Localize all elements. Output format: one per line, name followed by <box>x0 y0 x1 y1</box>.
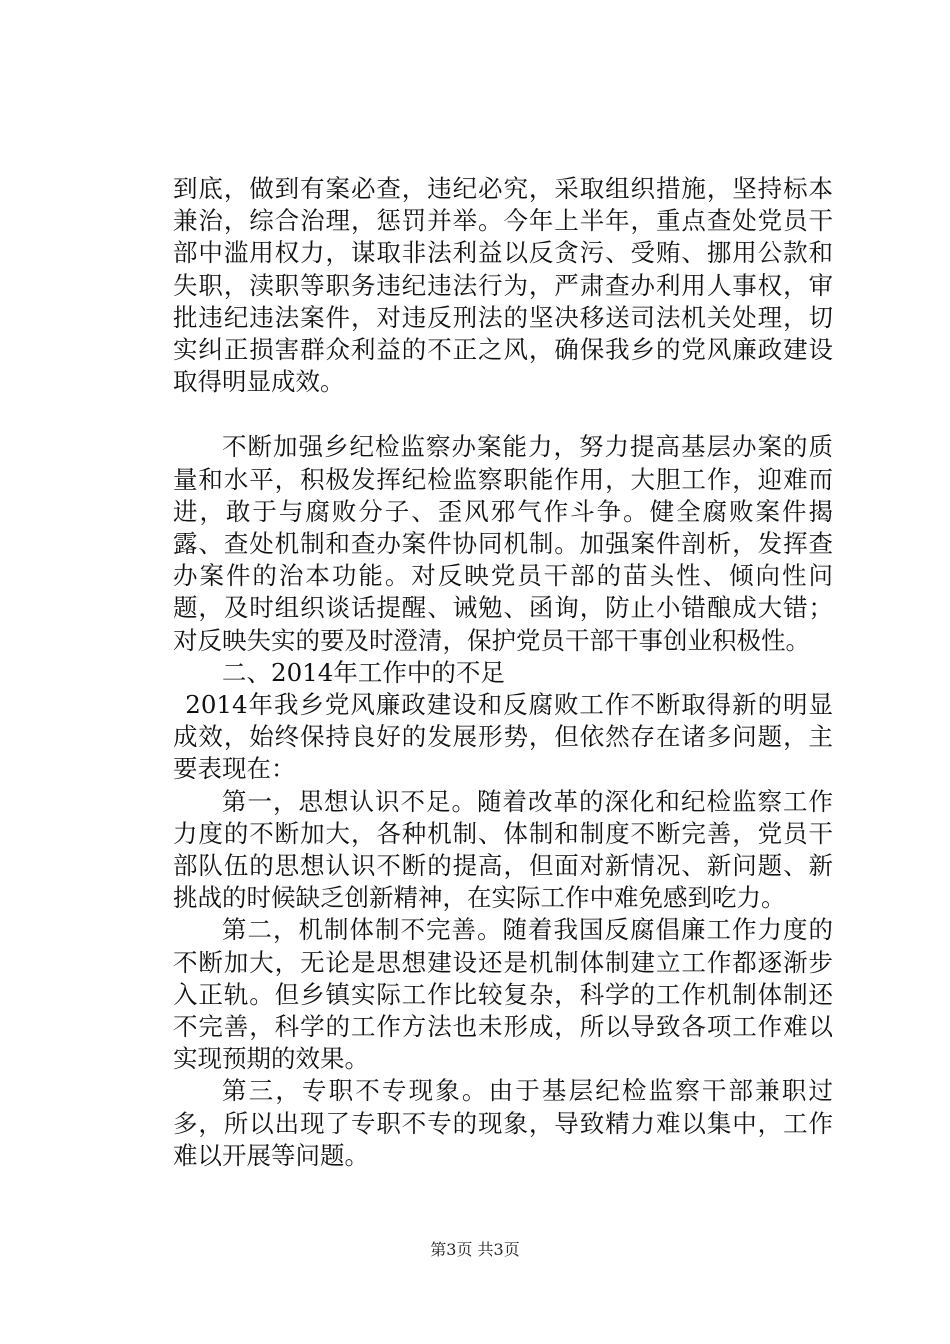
paragraph-shortcomings-intro: 2014年我乡党风廉政建设和反腐败工作不断取得新的明显成效，始终保持良好的发展形势，但依然存在诸多问题，主要表现在： <box>173 690 833 784</box>
paragraph-case-handling: 到底，做到有案必查，违纪必究，采取组织措施，坚持标本兼治，综合治理，惩罚并举。今年上半年，重点查处党员干部中滥用权力，谋取非法利益以反贪污、受贿、挪用公款和失职，渎职等职务违纪违法行为，严肃查办利用人事权，审批违纪违法案件，对违反刑法的坚决移送司法机关处理，切实纠正损害群众利益的不正之风，确保我乡的党风廉政建设取得明显成效。 <box>173 174 833 397</box>
document-body <box>173 173 833 1172</box>
paragraph-third-shortcoming: 第三，专职不专现象。由于基层纪检监察干部兼职过多，所以出现了专职不专的现象，导致精力难以集中，工作难以开展等问题。 <box>173 1076 833 1170</box>
paragraph-capacity-building: 不断加强乡纪检监察办案能力，努力提高基层办案的质量和水平，积极发挥纪检监察职能作用，大胆工作，迎难而进，敢于与腐败分子、歪风邪气作斗争。健全腐败案件揭露、查处机制和查办案件协同机制。加强案件剖析，发挥查办案件的治本功能。对反映党员干部的苗头性、倾向性问题，及时组织谈话提醒、诫勉、函询，防止小错酿成大错；对反映失实的要及时澄清，保护党员干部干事创业积极性。 <box>173 432 833 655</box>
paragraph-gap <box>173 398 833 431</box>
page-footer: 第3页 共3页 <box>430 1240 520 1259</box>
section-heading-shortcomings: 二、2014年工作中的不足 <box>222 657 505 687</box>
paragraph-first-shortcoming: 第一，思想认识不足。随着改革的深化和纪检监察工作力度的不断加大，各种机制、体制和制度不断完善，党员干部队伍的思想认识不断的提高，但面对新情况、新问题、新挑战的时候缺乏创新精神，在实际工作中难免感到吃力。 <box>173 786 833 913</box>
paragraph-second-shortcoming: 第二，机制体制不完善。随着我国反腐倡廉工作力度的不断加大，无论是思想建设还是机制体制建立工作都逐渐步入正轨。但乡镇实际工作比较复杂，科学的工作机制体制还不完善，科学的工作方法也未形成，所以导致各项工作难以实现预期的效果。 <box>173 915 833 1074</box>
